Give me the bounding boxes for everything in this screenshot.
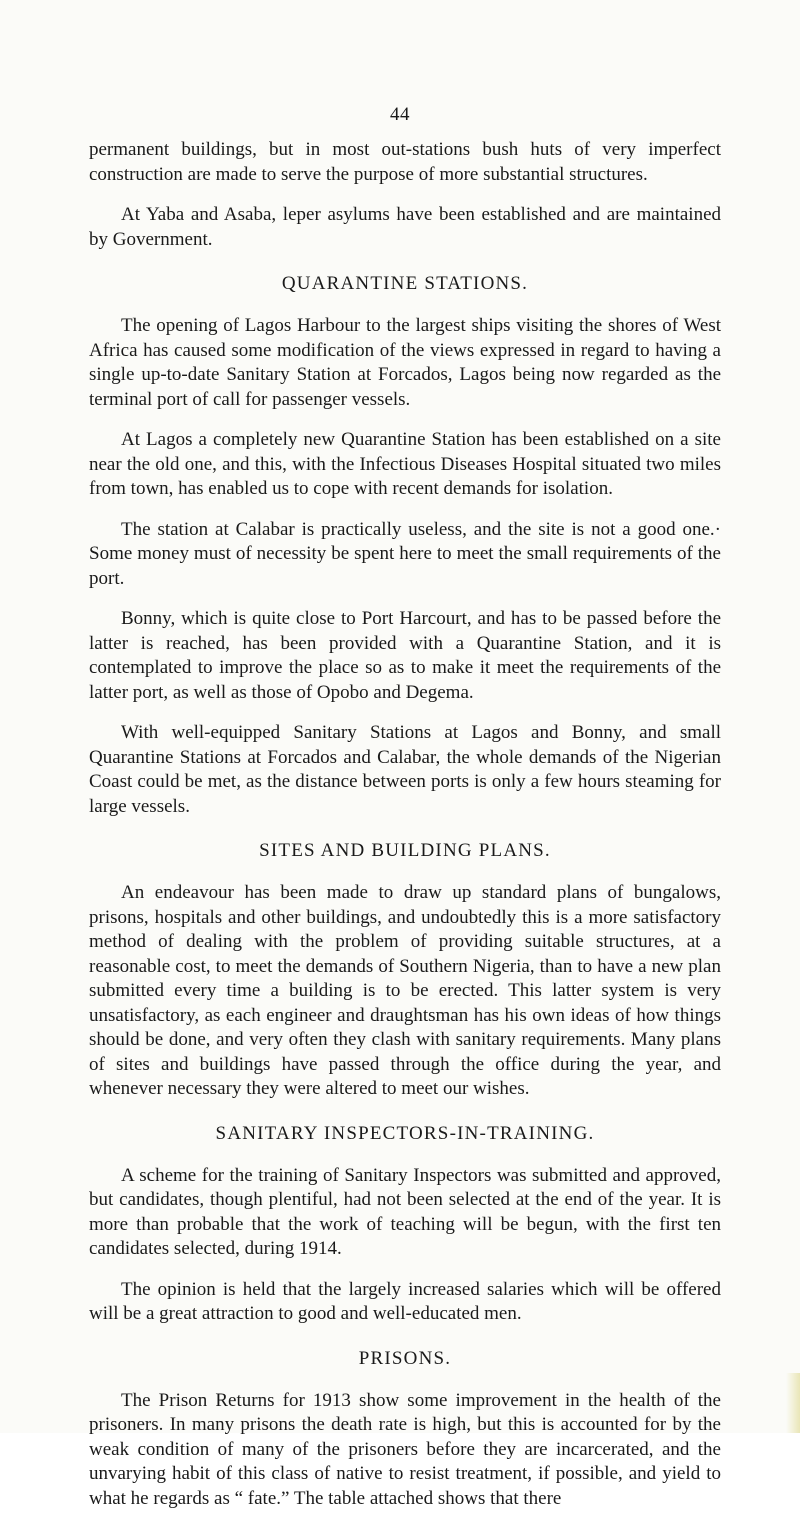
prisons-paragraph-1: The Prison Returns for 1913 show some improvement in the health of the prisoners. In many prisons the death rate is high, but this is accounted for by the weak condition of many of the prisoners before they are incarcerated, and the unvarying habit of this class of native to resist treatment, if possible, and yield to what he regards as “ fate.” The table attached shows that there	[89, 1389, 721, 1509]
quarantine-paragraph-1: The opening of Lagos Harbour to the largest ships visiting the shores of West Africa has caused some modification of the views expressed in regard to having a single up-to-date Sanitary Station at Forcados, Lagos being now regarded as the terminal port of call for passenger vessels.	[89, 315, 721, 410]
quarantine-paragraph-4: Bonny, which is quite close to Port Harcourt, and has to be passed before the latter is reached, has been provided with a Quarantine Station, and it is contemplated to improve the place so as to make it meet the requirements of the latter port, as well as those of Opobo and Degema.	[89, 608, 721, 703]
section-heading-sanitary-inspectors: SANITARY INSPECTORS-IN-TRAINING.	[215, 1122, 595, 1144]
section-heading-quarantine-stations: QUARANTINE STATIONS.	[281, 273, 529, 294]
page-edge-discoloration	[786, 1373, 800, 1433]
quarantine-paragraph-2: At Lagos a completely new Quarantine Station has been established on a site near the old one, and this, with the Infectious Diseases Hospital situated two miles from town, has enabled us to cope with recent demands for isolation.	[89, 429, 721, 499]
intro-paragraph-leper-asylums: At Yaba and Asaba, leper asylums have been established and are maintained by Government.	[89, 204, 721, 250]
inspectors-paragraph-2: The opinion is held that the largely increased salaries which will be offered will be a great attraction to good and well-educated men.	[89, 1278, 721, 1324]
quarantine-paragraph-3: The station at Calabar is practically useless, and the site is not a good one.· Some money must of necessity be spent here to meet the small requirements of the port.	[89, 518, 721, 589]
sites-paragraph-1: An endeavour has been made to draw up standard plans of bungalows, prisons, hospitals and other buildings, and undoubtedly this is a more satisfactory method of dealing with the problem of providing suitable structures, at a reasonable cost, to meet the demands of Southern Nigeria, than to have a new plan submitted every time a building is to be erected. This latter system is very unsatisfactory, as each engineer and draughtsman has his own ideas of how things should be done, and very often they clash with sanitary requirements. Many plans of sites and buildings have passed through the office during the year, and whenever necessary they were altered to meet our wishes.	[89, 882, 721, 1099]
inspectors-paragraph-1: A scheme for the training of Sanitary Inspectors was submitted and approved, but candidates, though plentiful, had not been selected at the end of the year. It is more than probable that the work of teaching will be begun, with the first ten candidates selected, during 1914.	[89, 1164, 721, 1259]
section-heading-prisons: PRISONS.	[358, 1347, 452, 1369]
quarantine-paragraph-5: With well-equipped Sanitary Stations at Lagos and Bonny, and small Quarantine Stations at Forcados and Calabar, the whole demands of the Nigerian Coast could be met, as the distance between ports is only a few hours steaming for large vessels.	[89, 722, 721, 817]
intro-paragraph-continued: permanent buildings, but in most out-stations bush huts of very imperfect construction are made to serve the purpose of more substantial structures.	[89, 139, 721, 185]
page-number: 44	[390, 104, 410, 125]
page-body	[89, 138, 721, 1527]
section-heading-sites-and-building-plans: SITES AND BUILDING PLANS.	[259, 840, 551, 861]
